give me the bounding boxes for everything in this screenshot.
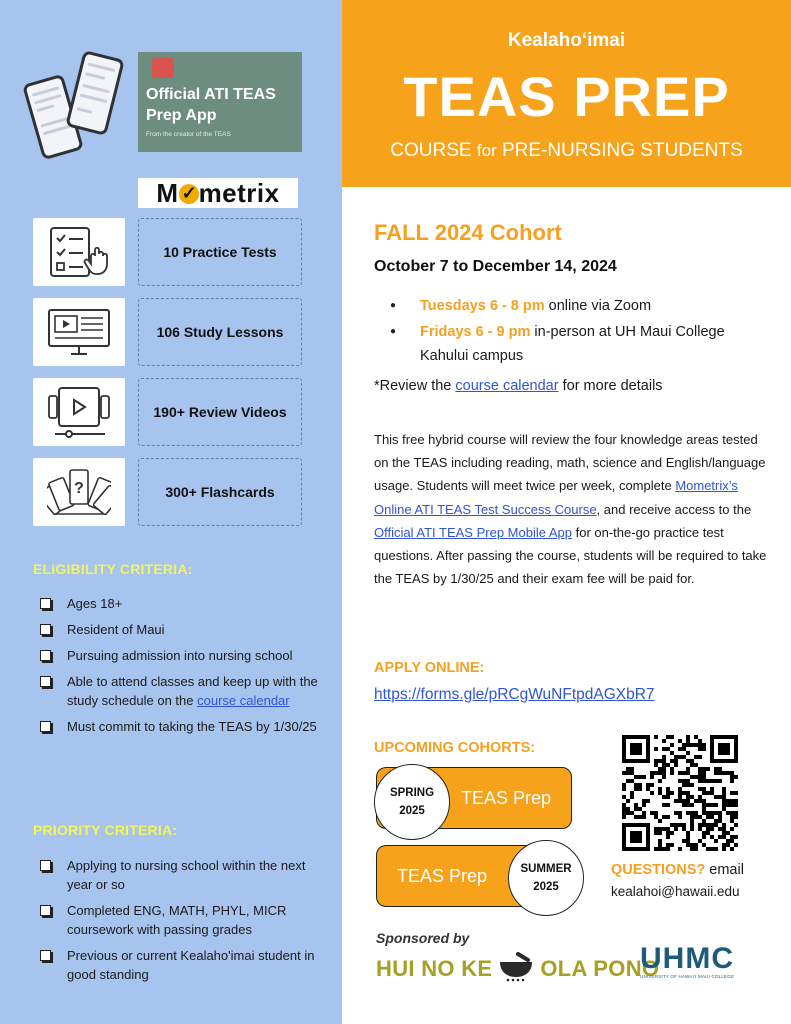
ati-app-title-2: Prep App <box>146 107 217 124</box>
cohort-title: FALL 2024 Cohort <box>374 220 562 245</box>
list-item: Must commit to taking the TEAS by 1/30/25 <box>40 717 330 736</box>
feature-label: 190+ Review Videos <box>138 378 302 446</box>
checkbox-icon <box>40 950 51 961</box>
review-note: *Review the course calendar for more details <box>374 378 663 394</box>
page-title: TEAS PREP <box>403 65 730 128</box>
monitor-lessons-icon <box>33 298 125 366</box>
qr-code[interactable] <box>622 735 738 851</box>
svg-text:?: ? <box>74 480 84 497</box>
apply-url-text <box>374 686 774 704</box>
ati-app-banner <box>138 52 302 152</box>
list-item: ● Fridays 6 - 9 pm in-person at UH Maui College Kahului campus <box>374 320 734 368</box>
spring-badge: SPRING 2025 <box>374 764 450 840</box>
checkbox-icon <box>40 860 51 871</box>
mometrix-course-link[interactable]: Mometrix’s Online ATI TEAS Test Success Course <box>374 478 738 517</box>
video-player-icon <box>33 378 125 446</box>
flashcards-icon <box>33 458 125 526</box>
course-calendar-link[interactable]: course calendar <box>455 378 559 394</box>
feature-label: 106 Study Lessons <box>138 298 302 366</box>
checklist-icon <box>33 218 125 286</box>
feature-label: 300+ Flashcards <box>138 458 302 526</box>
list-item: Applying to nursing school within the next year or so <box>40 856 330 894</box>
feature-label: 10 Practice Tests <box>138 218 302 286</box>
summer-badge: SUMMER 2025 <box>508 840 584 916</box>
header-subtitle: COURSE for PRE-NURSING STUDENTS <box>390 140 743 161</box>
questions-line: QUESTIONS? email <box>611 862 744 878</box>
feature-practice-tests <box>33 218 303 286</box>
list-item: Able to attend classes and keep up with the study schedule on the course calendar <box>40 672 330 710</box>
checkbox-icon <box>40 624 51 635</box>
feature-study-lessons <box>33 298 303 366</box>
list-item: Completed ENG, MATH, PHYL, MICR coursework with passing grades <box>40 901 330 939</box>
uhmc-logo: UHMC UNIVERSITY OF HAWAIʻI MAUI COLLEGE <box>640 942 735 979</box>
ati-app-title-1: Official ATI TEAS <box>146 86 276 103</box>
hui-no-ke-ola-pono-logo: HUI NO KE OLA PONO <box>376 952 659 982</box>
check-circle-icon <box>179 184 199 204</box>
list-item: Ages 18+ <box>40 594 330 613</box>
phones-image <box>28 48 128 166</box>
course-description: This free hybrid course will review the four knowledge areas tested on the TEAS including reading, math, science and English/language usage. Students will meet twice per week, complete Mometrix’s Online ATI TEAS Test Success Course, and receive access to the Official ATI TEAS Prep Mobile App for on-the-go practice test questions. After passing the course, students will be required to take the TEAS by 1/30/25 and their exam fee will be paid for. <box>374 432 767 587</box>
eligibility-heading: ELIGIBILITY CRITERIA: <box>33 561 193 577</box>
mometrix-logo: M✓ metrix <box>138 178 298 208</box>
list-item: Resident of Maui <box>40 620 330 639</box>
apply-heading: APPLY ONLINE: <box>374 660 485 676</box>
checkbox-icon <box>40 721 51 732</box>
upcoming-heading: UPCOMING COHORTS: <box>374 740 536 756</box>
checkbox-icon <box>40 905 51 916</box>
feature-review-videos <box>33 378 303 446</box>
checkbox-icon <box>40 676 51 687</box>
course-calendar-link[interactable]: course calendar <box>197 693 290 708</box>
header-kicker: Kealahoʻimai <box>507 30 626 51</box>
header-banner <box>342 0 791 187</box>
priority-heading: PRIORITY CRITERIA: <box>33 822 178 838</box>
list-item: Pursuing admission into nursing school <box>40 646 330 665</box>
feature-flashcards <box>33 458 303 526</box>
cohort-dates: October 7 to December 14, 2024 <box>374 258 617 275</box>
left-panel <box>0 0 342 1024</box>
ati-app-link[interactable]: Official ATI TEAS Prep Mobile App <box>374 524 572 540</box>
apply-link[interactable]: https://forms.gle/pRCgWuNFtpdAGXbR7 <box>374 686 655 703</box>
checkbox-icon <box>40 650 51 661</box>
ati-logo-icon <box>152 58 174 78</box>
ati-app-subtitle: From the creator of the TEAS <box>146 131 231 138</box>
list-item: Previous or current Kealaho'imai student in good standing <box>40 946 330 984</box>
schedule-list <box>374 294 774 370</box>
checkbox-icon <box>40 598 51 609</box>
priority-list <box>40 856 330 991</box>
list-item: ● Tuesdays 6 - 8 pm online via Zoom <box>374 294 774 318</box>
contact-email[interactable]: kealahoi@hawaii.edu <box>611 884 740 899</box>
poi-bowl-icon <box>496 952 536 978</box>
pill-label: TEAS Prep <box>461 787 552 808</box>
pill-label: TEAS Prep <box>397 865 488 886</box>
sponsored-label: Sponsored by <box>376 930 470 946</box>
ati-app-promo <box>28 48 308 170</box>
eligibility-list <box>40 594 330 743</box>
